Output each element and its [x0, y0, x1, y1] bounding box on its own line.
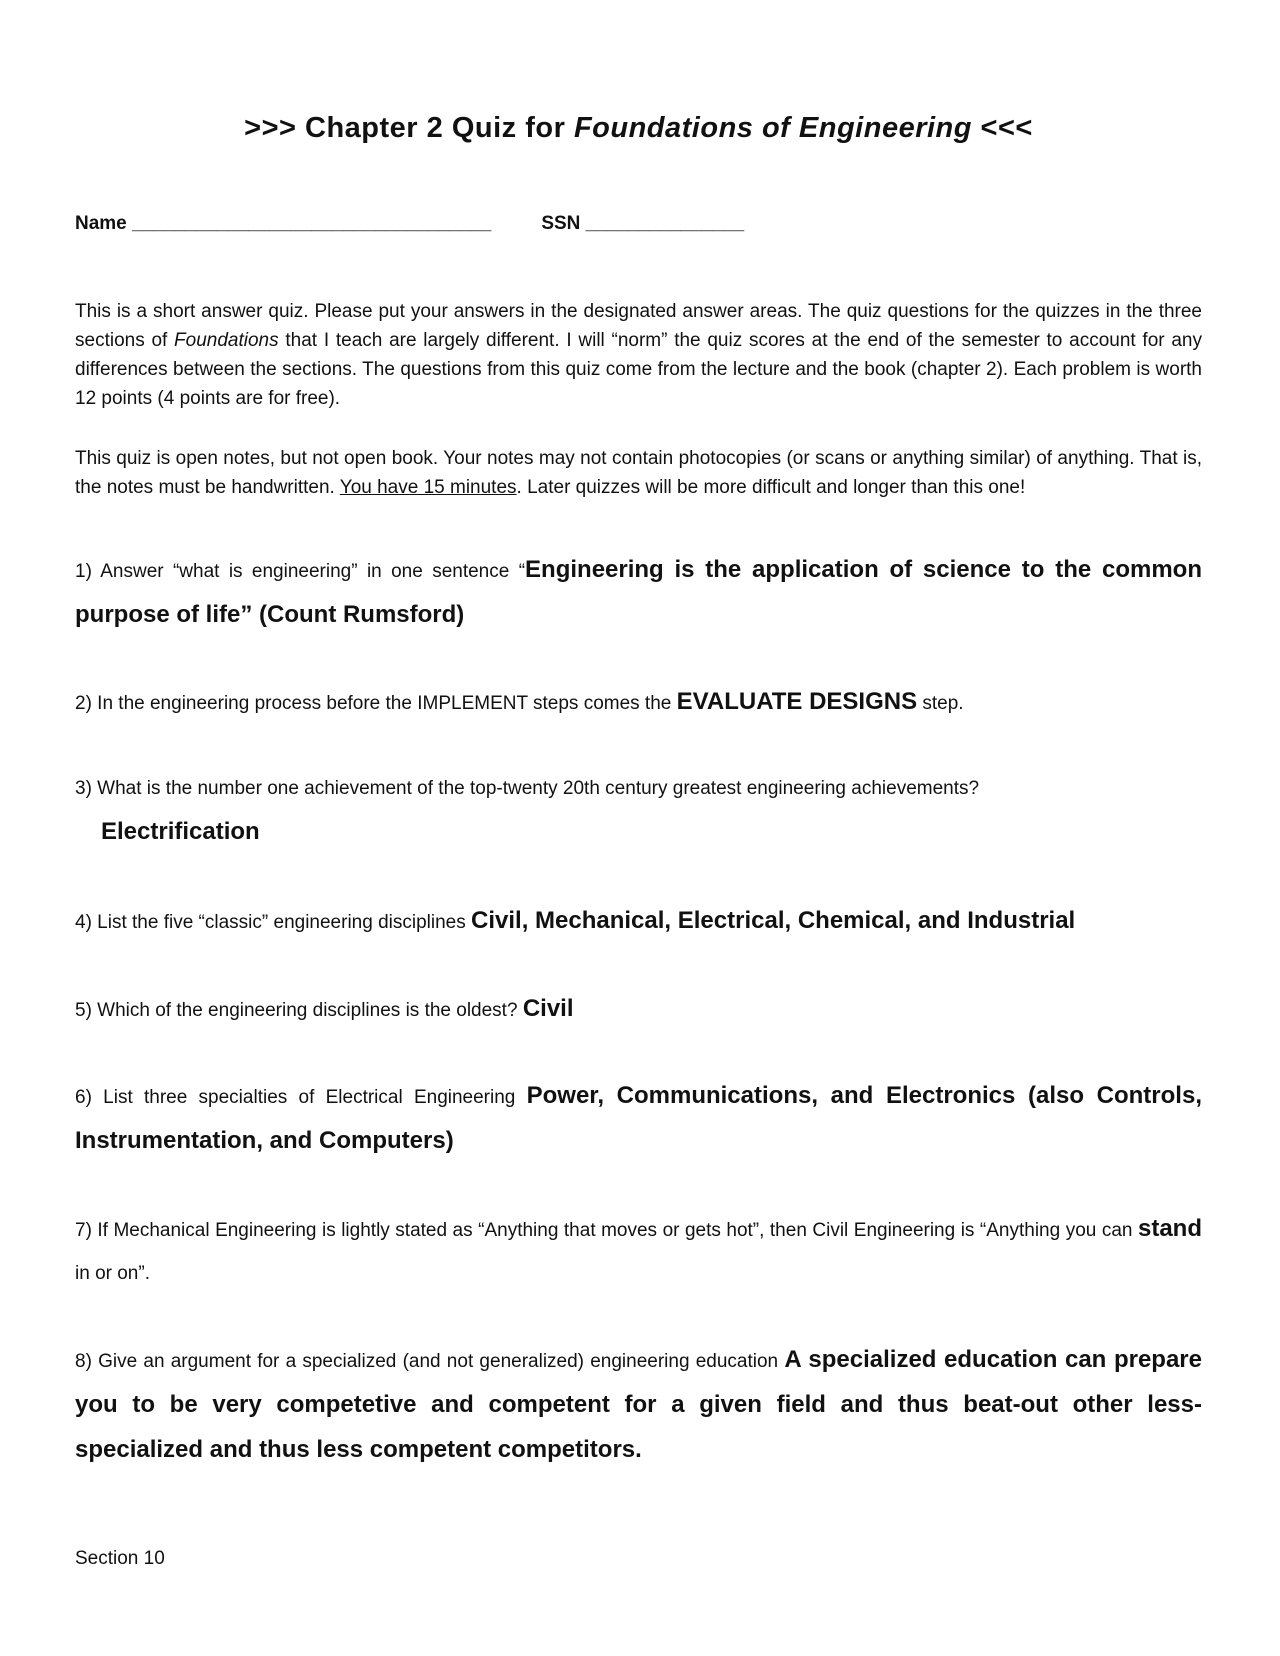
question-text: 7) If Mechanical Engineering is lightly stated as “Anything that moves or gets hot”, then Civil Engineering is “Anything you can [75, 1220, 1138, 1241]
answer-text: EVALUATE DESIGNS [676, 688, 918, 715]
question-text: 1) Answer “what is engineering” in one sentence “ [75, 561, 526, 582]
title-prefix: >>> Chapter 2 Quiz for [244, 112, 574, 144]
question-5 [75, 987, 1202, 1032]
answer-text: stand [1137, 1215, 1202, 1242]
time-limit-note: You have 15 minutes [339, 477, 517, 498]
question-3-answer: Electrification [101, 818, 260, 845]
title-italic: Foundations of Engineering [573, 112, 972, 144]
intro-paragraph-1 [75, 297, 1202, 413]
ssn-field-label: SSN _______________ [541, 213, 745, 234]
question-text: 4) List the five “classic” engineering disciplines [75, 912, 472, 933]
question-text: 3) What is the number one achievement of the top-twenty 20th century greatest engineering achievements? [75, 778, 980, 799]
question-text: 2) In the engineering process before the IMPLEMENT steps comes the [75, 693, 677, 714]
question-8 [75, 1338, 1202, 1473]
section-label: Section 10 [75, 1548, 165, 1569]
intro-text: . Later quizzes will be more difficult and longer than this one! [516, 477, 1026, 498]
answer-text: Civil [522, 995, 574, 1022]
intro-paragraph-2 [75, 444, 1202, 502]
page-title [75, 112, 1202, 145]
intro-italic: Foundations [174, 330, 279, 351]
question-2 [75, 680, 1202, 725]
question-7 [75, 1207, 1202, 1295]
intro-text: This quiz is open notes, but not open book. Your notes may not contain photocopies (or scans or anything similar) of anything. That is, the notes must be handwritten. [75, 448, 1202, 498]
question-text: 8) Give an argument for a specialized (and not generalized) engineering education [75, 1351, 785, 1372]
answer-text: Power, Communications, and Electronics (also Controls, Instrumentation, and Computers) [75, 1082, 1202, 1154]
question-1 [75, 548, 1202, 638]
question-text: step. [917, 693, 964, 714]
question-text: 6) List three specialties of Electrical Engineering [75, 1087, 527, 1108]
question-6 [75, 1074, 1202, 1164]
title-suffix: <<< [971, 112, 1033, 144]
question-3 [75, 767, 1202, 810]
name-field-label: Name __________________________________ [75, 213, 492, 234]
intro-text: This is a short answer quiz. Please put your answers in the designated answer areas. The quiz questions for the quizzes in the three sections of [75, 301, 1202, 351]
question-4 [75, 899, 1202, 944]
question-text: in or on”. [75, 1263, 150, 1284]
answer-text: Civil, Mechanical, Electrical, Chemical, and Industrial [471, 907, 1076, 934]
answer-text: Engineering is the application of science to the common purpose of life” (Count Rumsford) [75, 556, 1202, 628]
intro-text: that I teach are largely different. I will “norm” the quiz scores at the end of the semester to account for any differences between the sections. The questions from this quiz come from the lecture and the book (chapter 2). Each problem is worth 12 points (4 points are for free). [75, 330, 1202, 409]
answer-text: A specialized education can prepare you to be very competetive and competent for a given field and thus beat-out other less-specialized and thus less competent competitors. [75, 1346, 1202, 1463]
question-text: 5) Which of the engineering disciplines is the oldest? [75, 1000, 523, 1021]
name-ssn-row [75, 213, 744, 235]
